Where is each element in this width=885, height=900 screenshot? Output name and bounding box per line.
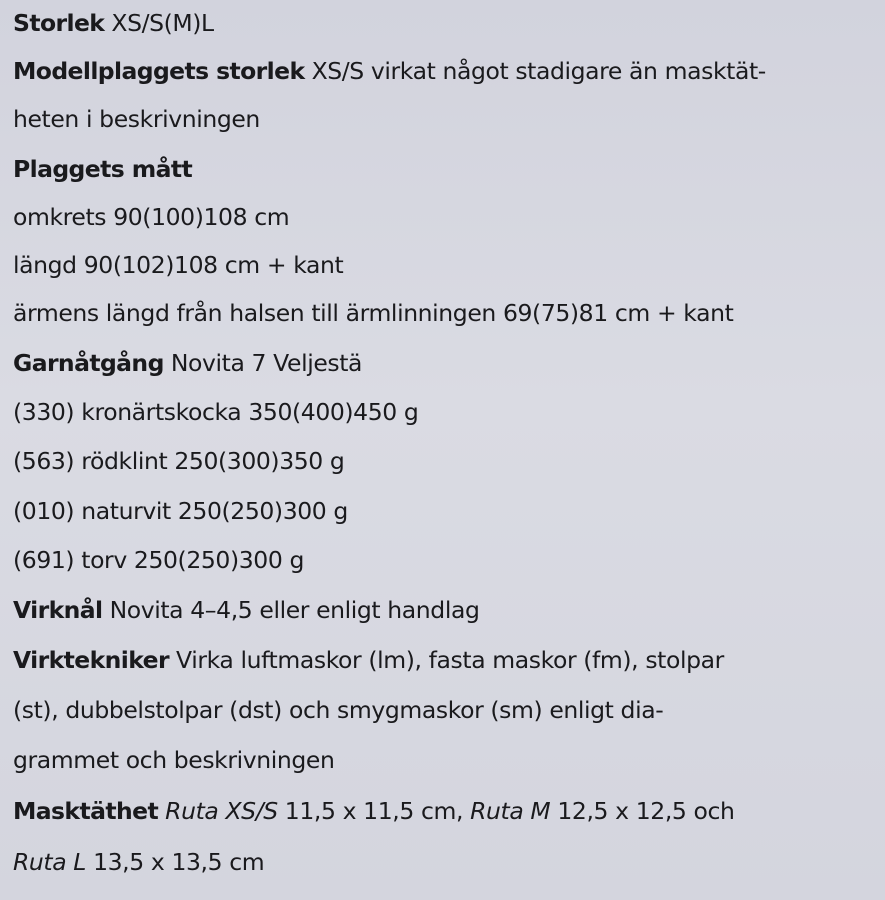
techniques-continuation: (st), dubbelstolpar (dst) och smygmaskor (sm) enligt dia- <box>13 696 664 724</box>
measurement-sleeve-length: ärmens längd från halsen till ärmlinningen 69(75)81 cm + kant <box>13 299 734 327</box>
gauge-label: Masktäthet <box>13 797 159 825</box>
gauge-value-l: 13,5 x 13,5 cm <box>86 848 265 876</box>
yarn-color-item: (330) kronärtskocka 350(400)450 g <box>13 398 419 426</box>
model-size-value: XS/S virkat något stadigare än masktät- <box>304 57 766 85</box>
gauge-continuation <box>13 847 264 877</box>
gauge-ruta-l: Ruta L <box>13 848 86 876</box>
measurement-circumference: omkrets 90(100)108 cm <box>13 203 290 231</box>
model-size-continuation: heten i beskrivningen <box>13 105 260 133</box>
yarn-color-item: (691) torv 250(250)300 g <box>13 546 304 574</box>
size-value: XS/S(M)L <box>104 9 214 37</box>
measurement-length: längd 90(102)108 cm + kant <box>13 251 344 279</box>
size-label: Storlek <box>13 9 105 37</box>
gauge-ruta-m: Ruta M <box>470 797 551 825</box>
yarn-label: Garnåtgång <box>13 349 164 377</box>
yarn-value: Novita 7 Veljestä <box>163 349 363 377</box>
gauge-line <box>13 796 735 826</box>
techniques-line <box>13 645 724 675</box>
yarn-line <box>13 348 362 378</box>
techniques-label: Virktekniker <box>13 646 169 674</box>
size-line <box>13 8 214 38</box>
gauge-ruta-xs: Ruta XS/S <box>165 797 278 825</box>
gauge-value-xs: 11,5 x 11,5 cm, <box>277 797 471 825</box>
hook-value: Novita 4–4,5 eller enligt handlag <box>102 596 480 624</box>
hook-label: Virknål <box>13 596 103 624</box>
model-size-label: Modellplaggets storlek <box>13 57 305 85</box>
gauge-value-m: 12,5 x 12,5 och <box>550 797 735 825</box>
hook-line <box>13 595 479 625</box>
techniques-continuation: grammet och beskrivningen <box>13 746 335 774</box>
yarn-color-item: (010) naturvit 250(250)300 g <box>13 497 348 525</box>
yarn-color-item: (563) rödklint 250(300)350 g <box>13 447 345 475</box>
measurements-heading: Plaggets mått <box>13 155 193 183</box>
techniques-value: Virka luftmaskor (lm), fasta maskor (fm), stolpar <box>168 646 724 674</box>
model-size-line <box>13 56 766 86</box>
